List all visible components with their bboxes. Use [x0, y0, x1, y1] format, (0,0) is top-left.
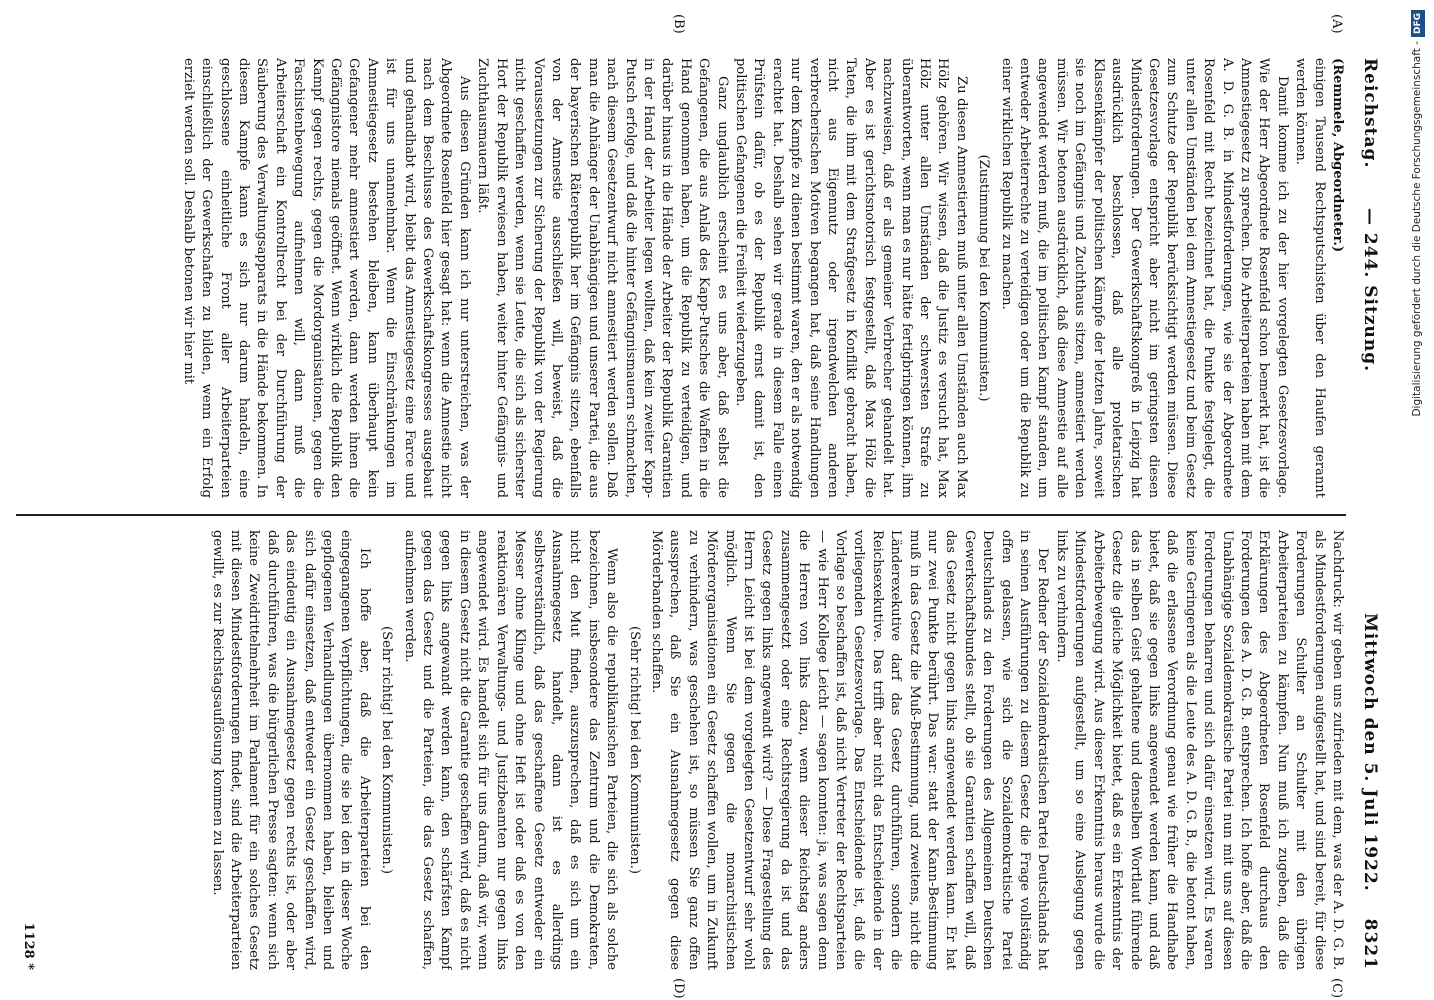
paragraph: Aus diesen Gründen kann ich nur unterstreichen, was der Abgeordnete Rosenfeld hier gesagt hat: wenn die Amnestie nicht nach dem Beschlusse des Gewerkschaftskongresses ausgebaut und gehandhabt wird, bleibt das Amnestiegesetz eine Farce und ist für uns unannehmbar. Wenn die Einschränkungen im Amnestiegesetz bestehen bleiben, kann überhaupt kein Gefangener mehr amnestiert werden, dann werden ihnen die Gefängnistore niemals geöffnet. Wenn wirklich die Republik den Kampf gegen rechts, gegen die Mordorganisationen, gegen die Faschistenbewegung aufnehmen will, dann muß die Arbeiterschaft ein Kontrollrecht bei der Durchführung der Säuberung des Verwaltungsapparats in die Hände bekommen. In diesem Kampfe kann es sich nur darum handeln, eine geschlossene einheitliche Front aller Arbeiterparteien einschließlich der Gewerkschaften zu bilden, wenn ein Erfolg erzielt werden soll. Deshalb betonen wir hier mit — [180, 58, 472, 498]
margin-marker-d: (D) — [671, 978, 686, 999]
paragraph: Wenn also die republikanischen Parteien, die sich als solche bezeichnen, insbesondere das Zentrum und die Demokraten, nicht den Mut finden, auszusprechen, daß es sich um ein Ausnahmegesetz handelt, dann ist es allerdings selbstverständlich, daß das geschaffene Gesetz entweder ein Messer ohne Klinge und ohne Heft ist oder daß es von den reaktionären Verwaltungs- und Justizbeamten nur gegen links angewendet wird. Es handelt sich für uns darum, daß wir, wenn in diesem Gesetz nicht die Garantie geschaffen wird, daß es nicht gegen links angewandt werden kann, den schärfsten Kampf gegen das Gesetz und die Parteien, die das Gesetz schaffen, aufnehmen werden. — [401, 530, 620, 970]
paragraph: Zu diesen Amnestierten muß unter allen Umständen auch Max Hölz gehören. Wir wissen, daß die Justiz es versucht hat, Max Hölz unter allen Umständen der schwersten Strafe zu überantworten, wenn man es nur hätte fertigbringen können, ihm nachzuweisen, daß er als gemeiner Verbrecher gehandelt hat. Aber es ist gerichtsnotorisch festgestellt, daß Max Hölz die Taten, die ihm mit dem Strafgesetz in Konflikt gebracht haben, nicht aus Eigennutz oder irgendwelchen anderen verbrecherischen Motiven begangen hat, daß seine Handlungen nur dem Kampfe zu dienen bestimmt waren, den er als notwendig erachtet hat. Deshalb sehen wir gerade in diesem Falle einen Prüfstein dafür, ob es der Republik ernst damit ist, den politischen Gefangenen die Freiheit wiederzugeben. — [733, 58, 969, 498]
header-title: Reichstag. — [1360, 58, 1380, 169]
margin-marker-b: (B) — [671, 14, 686, 34]
digitization-sidebar — [1406, 10, 1428, 990]
margin-marker-a: (A) — [1329, 14, 1344, 34]
header-date: Mittwoch den 5. Juli 1922. — [1360, 613, 1380, 892]
paragraph: Der Redner der Sozialdemokratischen Partei Deutschlands hat in seinen Ausführungen zu diesem Gesetz die Frage vollständig offen gelassen, wie sich die Sozialdemokratische Partei Deutschlands zu den Forderungen des Allgemeinen Deutschen Gewerkschaftsbundes stellt, ob sie Garantien schaffen will, daß das Gesetz nicht gegen links angewendet werden kann. Er hat nur zwei Punkte berührt. Das war: statt der Kann-Bestimmung muß in das Gesetz die Muß-Bestimmung, und zweitens, nicht die Länderexekutive darf das Gesetz durchführen, sondern die Reichsexekutive. Das trifft aber nicht das Entscheidende in der vorliegenden Gesetzesvorlage. Das Entscheidende ist, daß die Vorlage so beschaffen ist, daß nicht Vertreter der Rechtsparteien — wie Herr Kollege Leicht — sagen konnten: ja, was sagen denn die Herren von links dazu, wenn dieser Reichstag anders zusammengesetzt oder eine Rechtsregierung da ist und das Gesetz gegen links angewandt wird? — Diese Fragestellung des Herrn Leicht ist bei dem vorgelegten Gesetzentwurf sehr wohl möglich. Wenn Sie gegen die monarchistischen Mörderorganisationen ein Gesetz schaffen wollen, um in Zukunft zu verhindern, was geschehen ist, so müssen Sie ganz offen aussprechen, daß Sie ein Ausnahmegesetz gegen diese Mörderbanden schaffen. — [648, 530, 1051, 970]
paragraph: einigen Tausend Rechtsputschisten über den Haufen gerannt werden können. — [1293, 58, 1327, 498]
dfg-logo: DFG — [1411, 10, 1425, 37]
page-header — [1346, 58, 1380, 970]
paragraph: Nachdruck: wir geben uns zufrieden mit dem, was der A. D. G. B. als Mindestforderungen aufgestellt hat, und sind bereit, für diese Forderungen Schulter an Schulter mit den übrigen Arbeiterparteien zu kämpfen. Nun muß ich zugeben, daß die Erklärungen des Abgeordneten Rosenfeld durchaus den Forderungen des A. D. G. B. entsprechen. Ich hoffe aber, daß die Unabhängige Sozialdemokratische Partei nun mit uns auf diesen Forderungen beharren und sich dafür einsetzen wird. Es waren keine Geringeren als die Leute des A. D. G. B., die betont haben, daß die erlassene Verordnung genau wie früher die Handhabe bietet, daß sie gegen links angewendet werden kann, und daß das in selben Geist gehaltene und denselben Wortlaut führende Gesetz die gleiche Möglichkeit bietet, daß es ein Erkenntnis der Arbeiterbewegung wird. Aus dieser Erkenntnis heraus wurde die Mindestforderungen aufgestellt, um so eine Auslegung gegen links zu verhindern. — [1053, 530, 1345, 970]
header-session: — 244. Sitzung. — [1360, 208, 1380, 373]
column-divider — [16, 514, 1346, 516]
speaker-name: (Remmele, Abgeordneter.) — [1330, 58, 1345, 253]
text-columns — [6, 14, 1346, 999]
paragraph: Damit komme ich zu der hier vorgelegten Gesetzesvorlage. Wie der Herr Abgeordnete Rosenfeld schon bemerkt hat, ist die Amnestiegesetz zu sprechen. Die Arbeiterparteien haben mit dem A. D. G. B. in Mindestforderungen, wie sie der Abgeordnete Rosenfeld mit Recht bezeichnet hat, die Punkte festgelegt, die unter allen Umständen bei dem Amnestiegesetz und beim Gesetz zum Schutze der Republik berücksichtigt werden müssen. Diese Gesetzesvorlage entspricht aber nicht im geringsten diesen Mindestforderungen. Der Gewerkschaftskongreß in Leipzig hat ausdrücklich beschlossen, daß alle proletarischen Klassenkämpfer der politischen Kämpfe der letzten Jahre, soweit sie noch im Gefängnis und Zuchthaus sitzen, amnestiert werden müssen. Wir betonen ausdrücklich, daß diese Amnestie auf alle angewendet werden muß, die im politischen Kampf standen, um entweder Arbeiterrechte zu verteidigen oder um die Republik zu einer wirklichen Republik zu machen. — [998, 58, 1290, 498]
header-page-number: 8321 — [1360, 918, 1380, 970]
paragraph: Ich hoffe aber, daß die Arbeiterparteien bei den eingegangenen Verpflichtungen, die sie bei den in dieser Woche gepflogenen Verhandlungen übernommen haben, bleiben und sich dafür einsetzen, daß entweder ein Gesetz geschaffen wird, das eindeutig ein Ausnahmegesetz gegen rechts ist, oder aber daß durchführen, was die bürgerlichen Presse sagten: wenn sich keine Zweidrittelmehrheit im Parlament für ein solches Gesetz mit diesen Mindestforderungen findet, sind die Arbeiterparteien gewillt, es zur Reichstagsauflösung kommen zu lassen. — [209, 530, 372, 970]
margin-marker-c: (C) — [1329, 978, 1344, 999]
footer-sheet-number: 1128 * — [21, 922, 36, 970]
right-column — [16, 530, 1346, 970]
interjection: (Sehr richtig! bei den Kommunisten.) — [626, 626, 642, 874]
interjection: (Zustimmung bei den Kommunisten.) — [976, 154, 992, 402]
paragraph: Ganz unglaublich erscheint es uns aber, daß selbst die Gefangenen, die aus Anlaß des Kapp-Putsches die Waffen in die Hand genommen haben, um die Republik zu verteidigen, und darüber hinaus in die Hände der Arbeiter der Republik Garantien in der Hand der Arbeiter legen wollten, daß kein zweiter Kapp-Putsch erfolge, und daß die hinter Gefängnismauern schmachten, nach diesem Gesetzentwurf nicht amnestiert werden sollen. Daß man die Anhänger der Unabhängigen und unserer Partei, die aus der bayerischen Räterepublik her im Gefängnis sitzen, ebenfalls von der Amnestie ausschließen will, beweist, daß die Voraussetzungen zur Sicherung der Republik von der Regierung nicht geschaffen werden, wenn sie Leute, die sich als sicherster Hort der Republik erwiesen haben, weiter hinter Gefängnis- und Zuchthausmauern läßt. — [475, 58, 730, 498]
left-column — [16, 58, 1346, 498]
interjection: (Sehr richtig! bei den Kommunisten.) — [379, 626, 395, 874]
digitization-note: Digitalisierung gefördert durch die Deutsche Forschungsgemeinschaft - — [1411, 41, 1423, 417]
